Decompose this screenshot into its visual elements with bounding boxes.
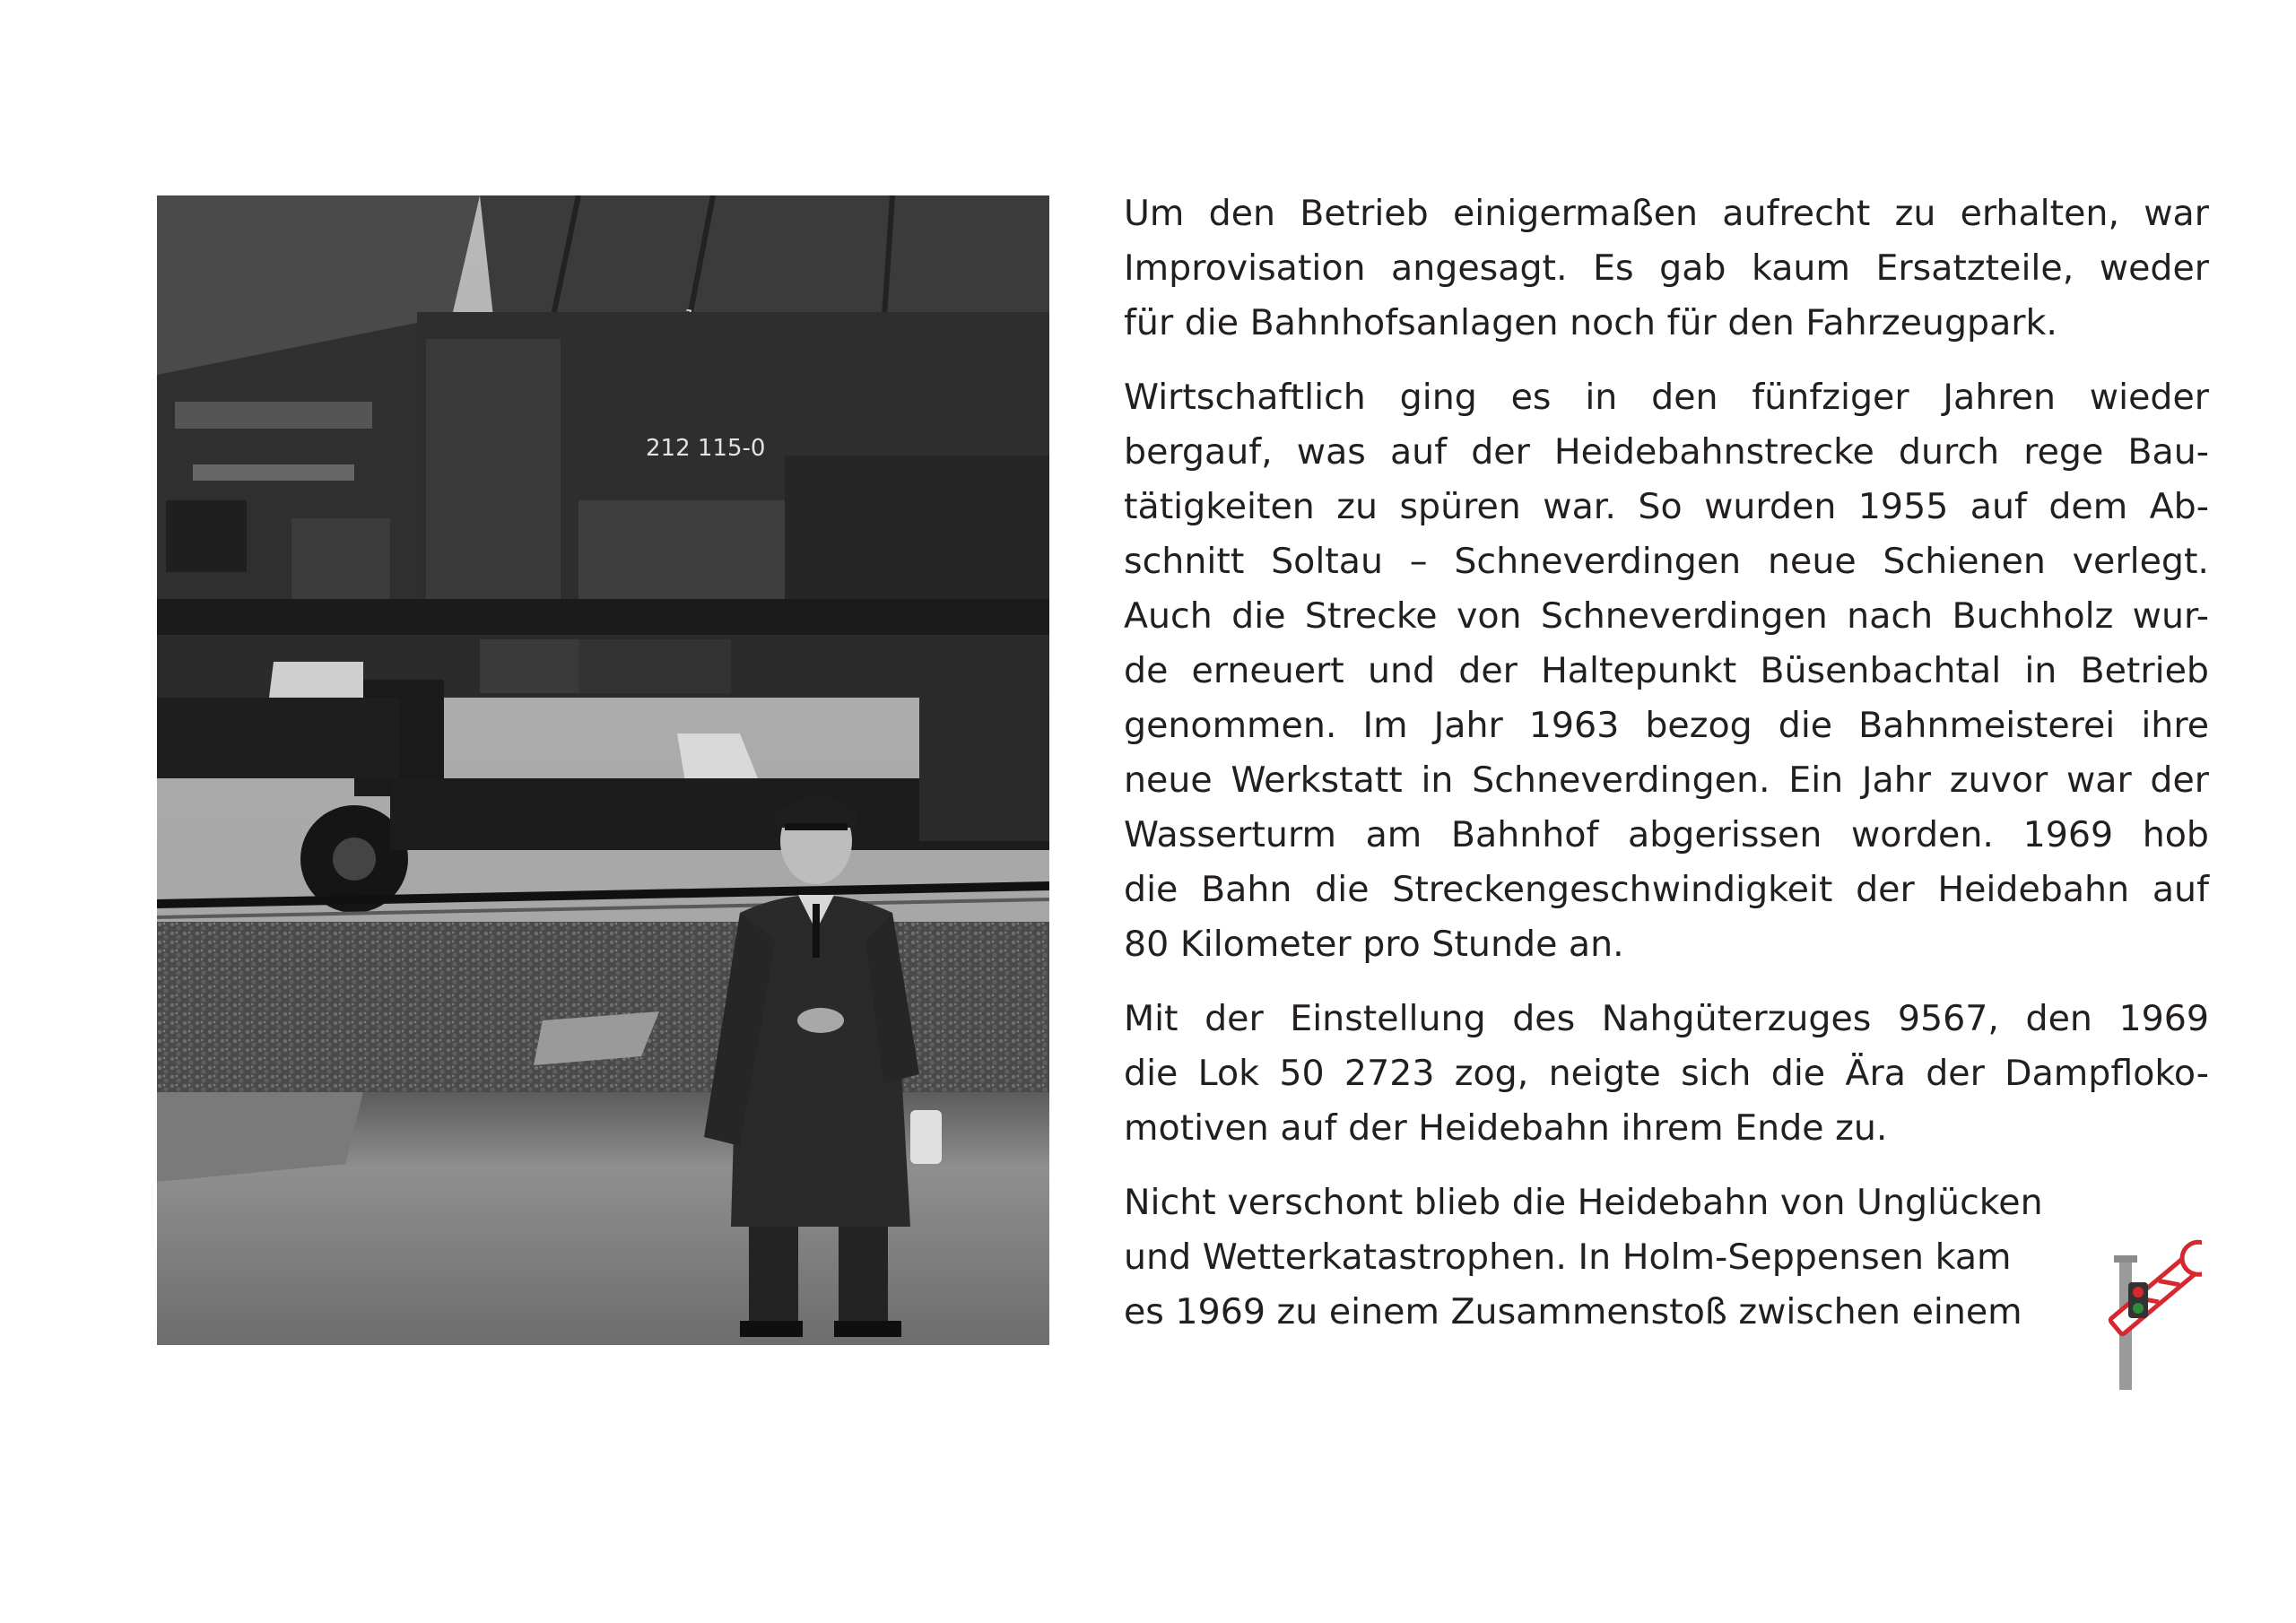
paragraph-steam-era [1124,992,2209,1156]
text-line: motiven auf der Heidebahn ihrem Ende zu. [1124,1107,1888,1149]
text-line: für die Bahnhofsanlagen noch für den Fahrzeugpark. [1124,302,2057,343]
paragraph-fifties [1124,370,2209,972]
text-line: tätigkeiten zu spüren war. So wurden 1955 auf dem Ab- [1124,486,2209,527]
text-line: genommen. Im Jahr 1963 bezog die Bahnmeisterei ihre [1124,705,2209,746]
text-line: 80 Kilometer pro Stunde an. [1124,924,1624,965]
article-text [1124,187,2209,1359]
text-line: de erneuert und der Haltepunkt Büsenbachtal in Betrieb [1124,650,2209,691]
text-line: Wasserturm am Bahnhof abgerissen worden. 1969 hob [1124,814,2209,855]
locomotive-number-label: 212 115-0 [646,435,766,462]
text-line: die Lok 50 2723 zog, neigte sich die Ära der Dampfloko- [1124,1053,2209,1094]
text-line: Improvisation angesagt. Es gab kaum Ersatzteile, weder [1124,247,2209,289]
paragraph-accidents [1124,1176,2209,1340]
derailment-photo [157,195,1049,1345]
text-line: bergauf, was auf der Heidebahnstrecke durch rege Bau- [1124,431,2209,473]
text-line: Nicht verschont blieb die Heidebahn von Unglücken [1124,1182,2043,1223]
text-line: Um den Betrieb einigermaßen aufrecht zu erhalten, war [1124,193,2209,234]
railway-semaphore-signal-icon [2094,1202,2202,1390]
text-line: schnitt Soltau – Schneverdingen neue Schienen verlegt. [1124,541,2209,582]
text-line: und Wetterkatastrophen. In Holm-Seppensen kam [1124,1237,2012,1278]
text-line: neue Werkstatt in Schneverdingen. Ein Jahr zuvor war der [1124,759,2209,801]
text-line: Mit der Einstellung des Nahgüterzuges 9567, den 1969 [1124,998,2209,1039]
text-line: es 1969 zu einem Zusammenstoß zwischen einem [1124,1291,2022,1332]
text-line: Auch die Strecke von Schneverdingen nach Buchholz wur- [1124,595,2209,637]
text-line: Wirtschaftlich ging es in den fünfziger Jahren wieder [1124,377,2209,418]
paragraph-improvisation [1124,187,2209,351]
text-line: die Bahn die Streckengeschwindigkeit der Heidebahn auf [1124,869,2209,910]
photo-illustration [157,195,1049,1345]
